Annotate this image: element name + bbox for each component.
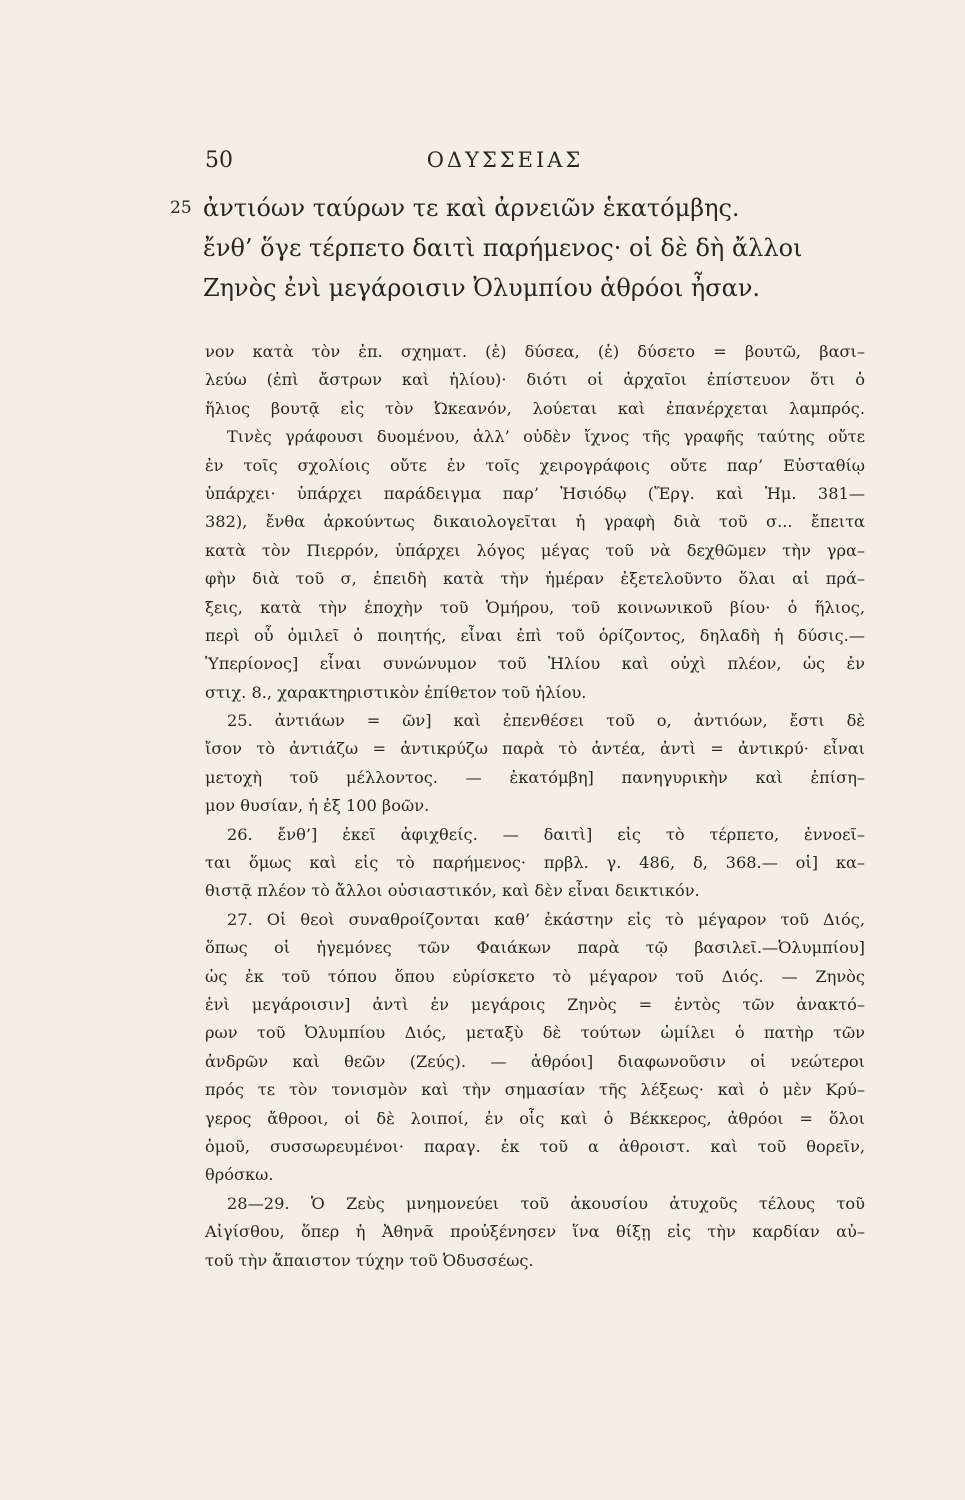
commentary-line: 382), ἔνθα ἀρκούντως δικαιολογεῖται ἡ γραφὴ διὰ τοῦ σ... ἔπειτα [205, 512, 865, 532]
commentary-line: 27. Οἱ θεοὶ συναθροίζονται καθ’ ἑκάστην εἰς τὸ μέγαρον τοῦ Διός, [227, 909, 865, 929]
verse-line [170, 188, 870, 228]
verse-number: 25 [170, 198, 192, 218]
commentary-line: ξεις, κατὰ τὴν ἐποχὴν τοῦ Ὁμήρου, τοῦ κοινωνικοῦ βίου· ὁ ἥλιος, [205, 597, 865, 617]
commentary-line: κατὰ τὸν Πιερρόν, ὑπάρχει λόγος μέγας τοῦ νὰ δεχθῶμεν τὴν γρα– [205, 540, 865, 560]
page-header [205, 148, 805, 178]
page-number: 50 [205, 148, 233, 173]
verse-text: ἔνθ’ ὅγε τέρπετο δαιτὶ παρήμενος· οἱ δὲ δὴ ἄλλοι [203, 234, 803, 262]
commentary-line: μετοχὴ τοῦ μέλλοντος. — ἑκατόμβη] πανηγυρικὴν καὶ ἐπίση– [205, 767, 865, 787]
commentary-line: νον κατὰ τὸν ἐπ. σχηματ. (ἑ) δύσεα, (ἑ) δύσετο = βουτῶ, βασι– [205, 342, 865, 361]
commentary [205, 338, 865, 1275]
commentary-line: ρων τοῦ Ὀλυμπίου Διός, μεταξὺ δὲ τούτων ὡμίλει ὁ πατὴρ τῶν [205, 1023, 865, 1043]
commentary-line: ἴσον τὸ ἀντιάζω = ἀντικρύζω παρὰ τὸ ἀντέα, ἀντὶ = ἀντικρύ· εἶναι [205, 739, 865, 759]
commentary-line: 28—29. Ὁ Ζεὺς μνημονεύει τοῦ ἀκουσίου ἀτυχοῦς τέλους τοῦ [227, 1193, 865, 1213]
verse-line [170, 228, 870, 268]
commentary-line: ται ὅμως καὶ εἰς τὸ παρήμενος· πρβλ. γ. 486, δ, 368.— οἱ] κα– [205, 853, 865, 873]
running-title: ΟΔΥΣΣΕΙΑΣ [426, 148, 584, 172]
verse-text: Ζηνὸς ἐνὶ μεγάροισιν Ὀλυμπίου ἁθρόοι ἦσαν. [203, 274, 761, 302]
verse-line [170, 268, 870, 308]
commentary-line: ὅπως οἱ ἡγεμόνες τῶν Φαιάκων παρὰ τῷ βασιλεῖ.—Ὀλυμπίου] [205, 938, 865, 958]
commentary-line: ἥλιος βουτᾷ εἰς τὸν Ὠκεανόν, λούεται καὶ ἐπανέρχεται λαμπρός. [205, 398, 865, 418]
commentary-line: ὡς ἐκ τοῦ τόπου ὅπου εὑρίσκετο τὸ μέγαρον τοῦ Διός. — Ζηνὸς [205, 966, 865, 986]
commentary-line: 25. ἀντιάων = ῶν] καὶ ἐπενθέσει τοῦ ο, ἀντιόων, ἔστι δὲ [227, 711, 865, 731]
commentary-line: Αἰγίσθου, ὅπερ ἡ Ἀθηνᾶ προὐξένησεν ἵνα θίξῃ εἰς τὴν καρδίαν αὐ– [205, 1222, 865, 1242]
verse-text: ἀντιόων ταύρων τε καὶ ἀρνειῶν ἑκατόμβης. [203, 194, 740, 222]
commentary-line: Τινὲς γράφουσι δυομένου, ἀλλ’ οὐδὲν ἴχνος τῆς γραφῆς ταύτης οὔτε [227, 427, 865, 447]
commentary-line: ἐν τοῖς σχολίοις οὔτε ἐν τοῖς χειρογράφοις οὔτε παρ’ Εὐσταθίῳ [205, 455, 865, 475]
commentary-line: στιχ. 8., χαρακτηριστικὸν ἐπίθετον τοῦ ἡλίου. [205, 682, 587, 702]
commentary-line: τοῦ τὴν ἄπαιστον τύχην τοῦ Ὀδυσσέως. [205, 1250, 534, 1270]
commentary-line: 26. ἔνθ’] ἐκεῖ ἀφιχθείς. — δαιτὶ] εἰς τὸ τέρπετο, ἐννοεῖ– [227, 824, 865, 844]
commentary-line: θιστᾷ πλέον τὸ ἄλλοι οὐσιαστικόν, καὶ δὲν εἶναι δεικτικόν. [205, 881, 700, 901]
commentary-line: ἀνδρῶν καὶ θεῶν (Ζεύς). — ἁθρόοι] διαφωνοῦσιν οἱ νεώτεροι [205, 1051, 865, 1071]
commentary-line: φὴν διὰ τοῦ σ, ἐπειδὴ κατὰ τὴν ἡμέραν ἐξετελοῦντο ὅλαι αἱ πρά– [205, 569, 865, 589]
commentary-line: μον θυσίαν, ἡ ἐξ 100 βοῶν. [205, 796, 430, 816]
commentary-line: ὑπάρχει· ὑπάρχει παράδειγμα παρ’ Ἡσιόδῳ (Ἔργ. καὶ Ἡμ. 381— [205, 483, 865, 503]
verse-block [170, 188, 870, 308]
commentary-line: Ὑπερίονος] εἶναι συνώνυμον τοῦ Ἡλίου καὶ οὐχὶ πλέον, ὡς ἐν [205, 654, 865, 674]
commentary-line: ἐνὶ μεγάροισιν] ἀντὶ ἐν μεγάροις Ζηνὸς = ἐντὸς τῶν ἀνακτό– [205, 994, 865, 1014]
commentary-line: ὁμοῦ, συσσωρευμένοι· παραγ. ἐκ τοῦ α ἀθροιστ. καὶ τοῦ θορεῖν, [205, 1136, 865, 1156]
commentary-line: λεύω (ἐπὶ ἄστρων καὶ ἡλίου)· διότι οἱ ἀρχαῖοι ἐπίστευον ὅτι ὁ [205, 370, 865, 390]
commentary-line: πρός τε τὸν τονισμὸν καὶ τὴν σημασίαν τῆς λέξεως· καὶ ὁ μὲν Κρύ– [205, 1080, 865, 1100]
commentary-line: γερος ἄθροοι, οἱ δὲ λοιποί, ἐν οἷς καὶ ὁ Βέκκερος, ἀθρόοι = ὅλοι [205, 1108, 865, 1128]
commentary-line: περὶ οὗ ὁμιλεῖ ὁ ποιητής, εἶναι ἐπὶ τοῦ ὁρίζοντος, δηλαδὴ ἡ δύσις.— [205, 625, 865, 645]
commentary-line: θρόσκω. [205, 1165, 274, 1185]
